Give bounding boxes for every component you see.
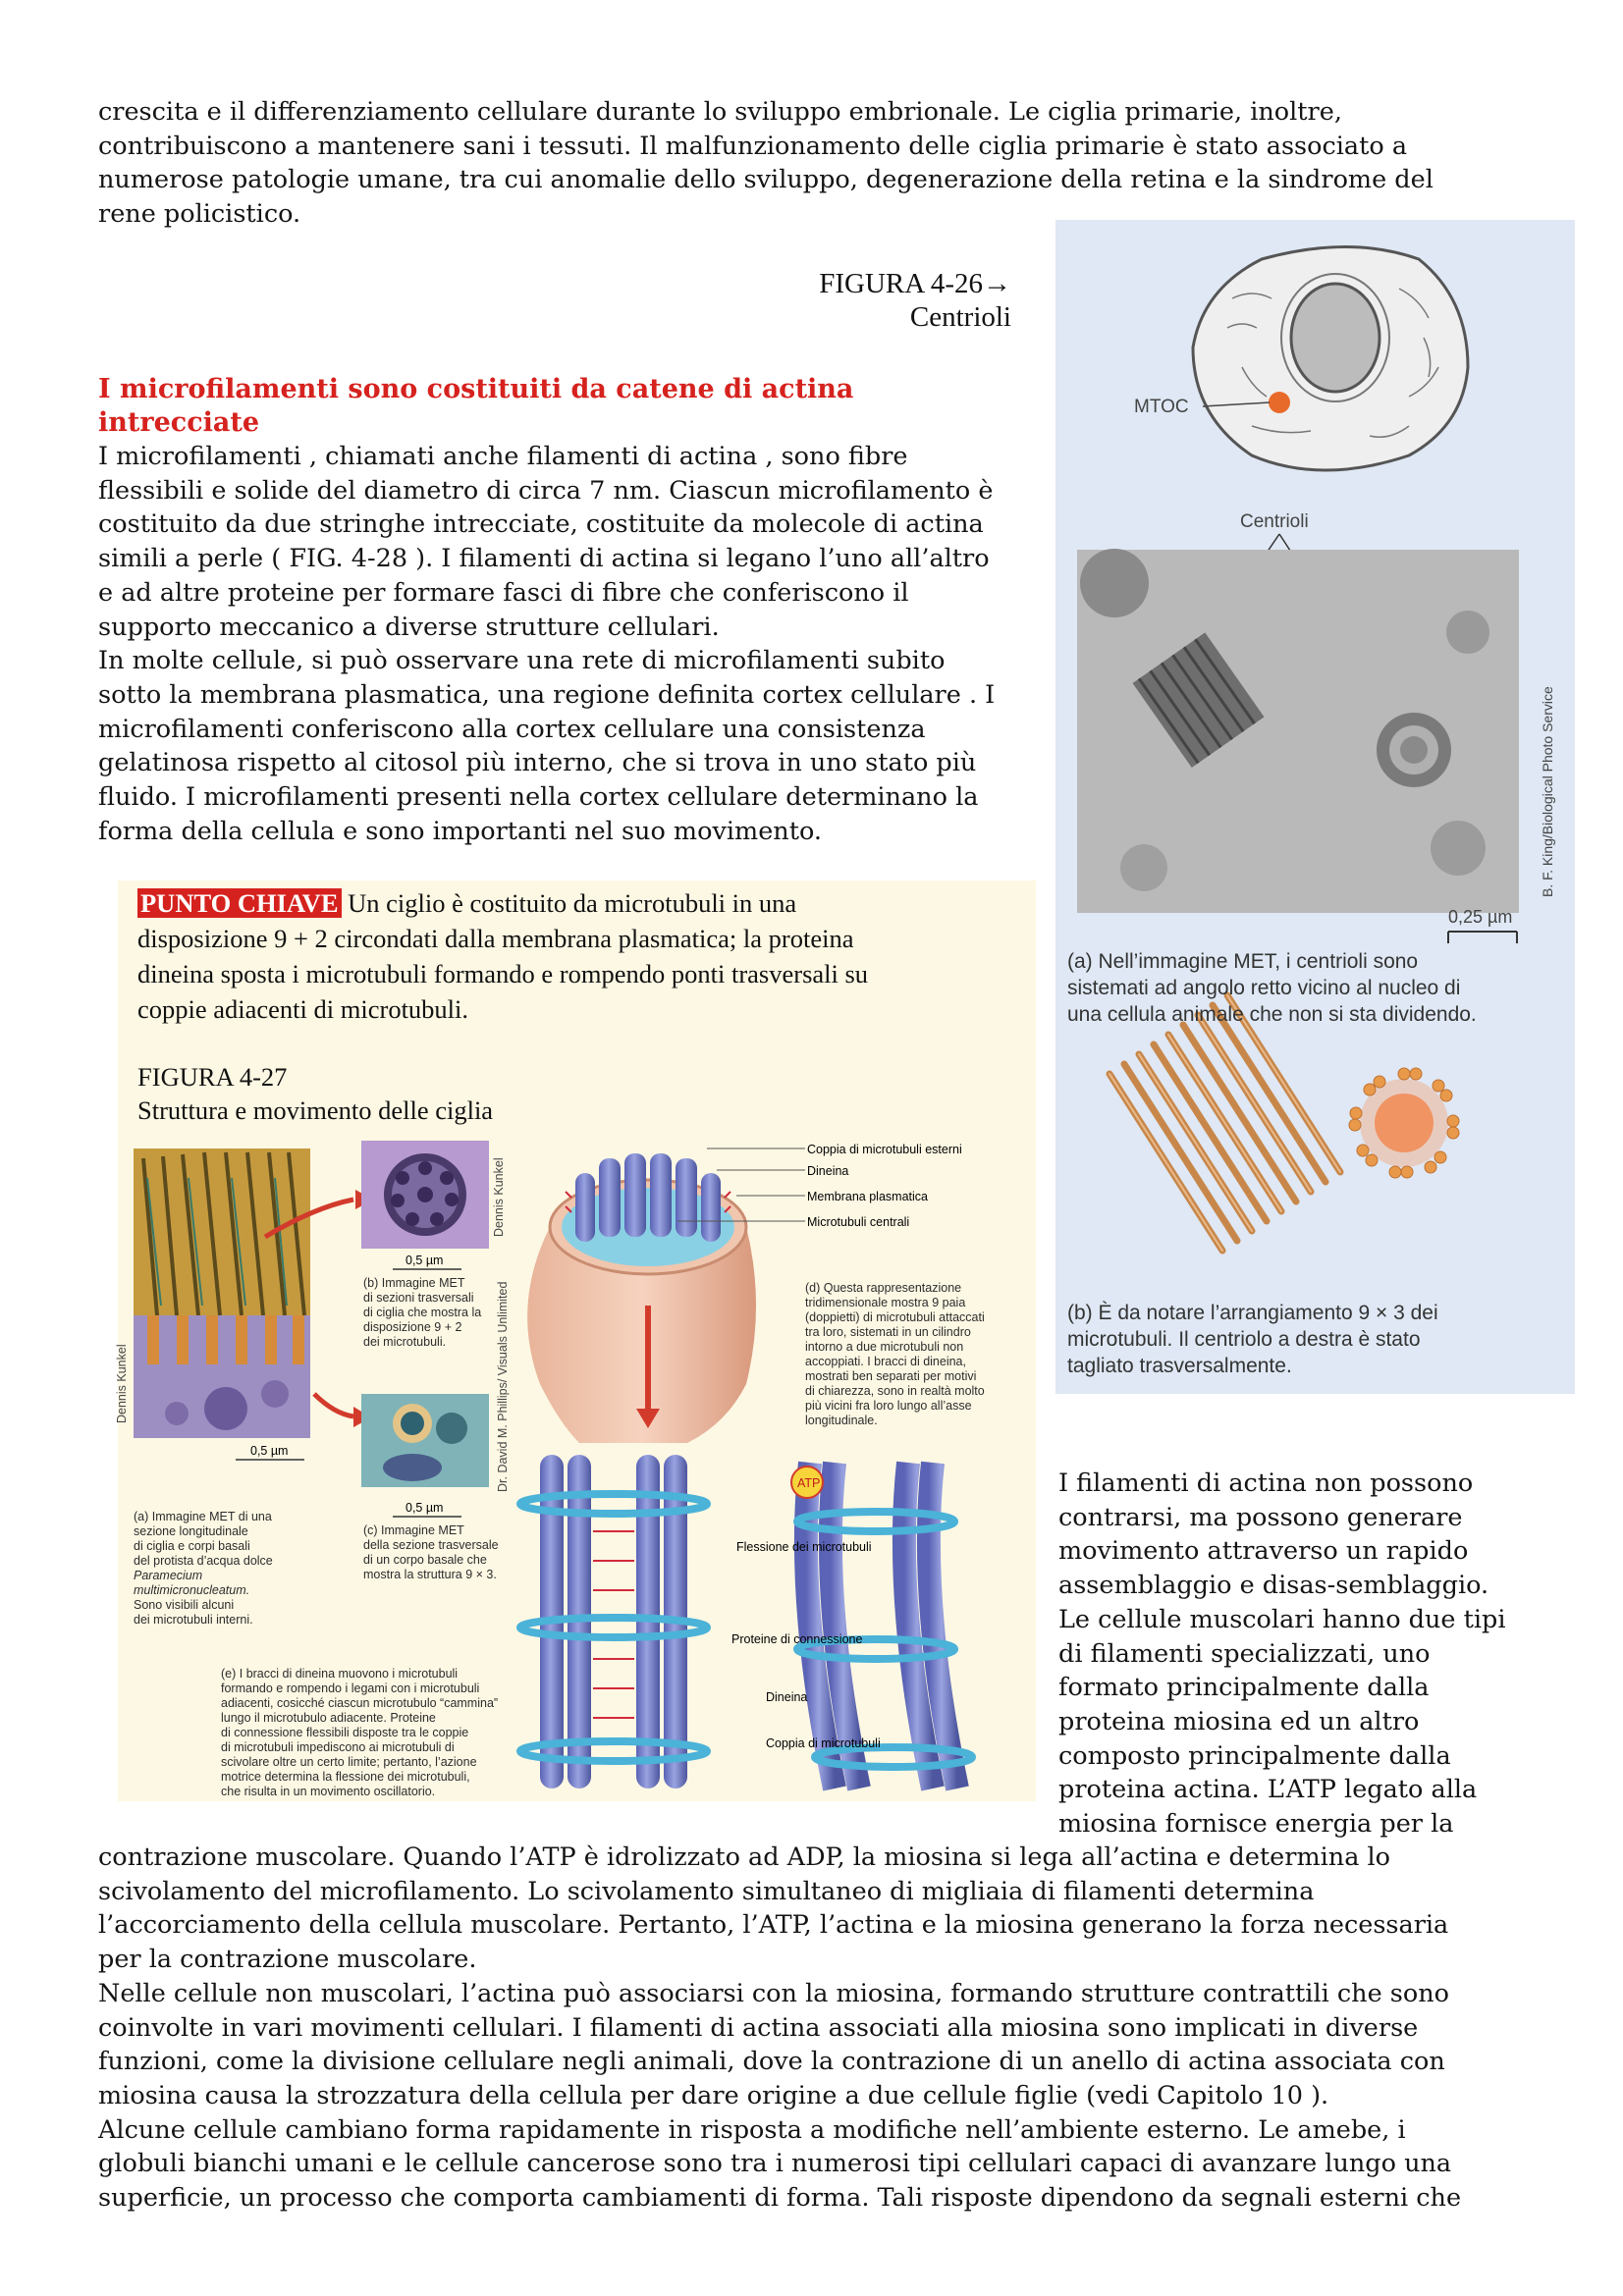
section-body [98,440,1041,848]
figure-4-27 [115,1129,1036,1801]
caption-line: di ciglia che mostra la [363,1306,482,1319]
caption-026-a [1067,948,1568,1028]
caption-d [805,1281,1026,1428]
credit-king: B. F. King/Biological Photo Service [1540,686,1555,897]
text-line: proteina miosina ed un altro [1058,1706,1420,1736]
text-line: forma della cellula e sono importanti nel suo movimento. [98,816,822,846]
text-line: microfilamenti conferiscono alla cortex cellulare una consistenza [98,714,926,744]
caption-line: dei microtubuli interni. [134,1613,253,1627]
caption-line: intorno a due microtubuli non [805,1340,964,1354]
caption-line: Paramecium [134,1569,203,1582]
text-line: funzioni, come la divisione cellulare negli animali, dove la contrazione di un anello di actina associata con [98,2047,1445,2077]
caption-line: di un corpo basale che [363,1553,487,1567]
text-line: composto principalmente dalla [1058,1740,1451,1771]
scale-b: 0,5 µm [406,1254,444,1267]
caption-c [363,1523,520,1582]
text-line: coppie adiacenti di microtubuli. [137,994,469,1024]
label-centrioli: Centrioli [1240,511,1309,532]
text-line: scivolamento del microfilamento. Lo scivolamento simultaneo di migliaia di filamenti determina [98,1876,1315,1906]
microtubule-pair-straight [520,1455,707,1789]
caption-line: tra loro, sistemati in un cilindro [805,1325,971,1339]
text-line: rene policistico. [98,199,301,230]
caption-line: del protista d’acqua dolce [134,1554,273,1568]
caption-line: (a) Immagine MET di una [134,1510,272,1523]
figure-4-27-number: FIGURA 4-27 [137,1062,288,1092]
text-line: Alcune cellule cambiano forma rapidamente in risposta a modifiche nell’ambiente esterno. Le amebe, i [98,2114,1406,2145]
text-line: Nelle cellule non muscolari, l’actina può associarsi con la miosina, formando strutture contrattili che sono [98,1978,1449,2008]
label-dynein2: Dineina [766,1690,808,1704]
text-line: contribuiscono a mantenere sani i tessuti. Il malfunzionamento delle ciglia primarie è stato associato a [98,131,1408,161]
right-column-text [1058,1467,1579,1842]
text-line: I filamenti di actina non possono [1058,1468,1474,1498]
text-line: e ad altre proteine per formare fasci di fibre che conferiscono il [98,577,909,608]
caption-line: tridimensionale mostra 9 paia [805,1296,966,1309]
label-connect: Proteine di connessione [731,1632,863,1646]
label-bending: Flessione dei microtubuli [736,1540,872,1554]
caption-e [221,1667,535,1799]
tem-longitudinal-image [134,1148,310,1438]
caption-line: (doppietti) di microtubuli attaccati [805,1310,985,1324]
text-line: simili a perle ( FIG. 4-28 ). I filamenti di actina si legano l’uno all’altro [98,544,990,574]
caption-line: motrice determina la flessione dei microtubuli, [221,1770,470,1784]
text-line: contrazione muscolare. Quando l’ATP è idrolizzato ad ADP, la miosina si lega all’actina e determina lo [98,1842,1391,1872]
text-line: sotto la membrana plasmatica, una regione definita cortex cellulare . I [98,679,996,710]
caption-line: dei microtubuli. [363,1335,447,1349]
label-pair: Coppia di microtubuli [766,1736,881,1750]
tem-cross-section-image [361,1141,489,1249]
text-line: movimento attraverso un rapido [1058,1536,1469,1567]
key-point-label: PUNTO CHIAVE [137,888,342,918]
caption-line: formando e rompendo i legami con i microtubuli [221,1682,480,1695]
credit-c: Dr. David M. Phillips/ Visuals Unlimited [496,1281,510,1492]
centriole-3d-drawing [1109,995,1459,1251]
text-line: I microfilamenti , chiamati anche filamenti di actina , sono fibre [98,442,908,471]
caption-line: mostra la struttura 9 × 3. [363,1568,497,1581]
caption-line: sezione longitudinale [134,1524,248,1538]
text-line: l’accorciamento della cellula muscolare. Pertanto, l’ATP, l’actina e la miosina generano la forza necessaria [98,1910,1449,1941]
caption-line: mostrati ben separati per motivi [805,1369,977,1383]
caption-line: più vicini fra loro lungo all’asse [805,1399,972,1413]
text-line: assemblaggio e disas-semblaggio. [1058,1571,1489,1601]
caption-line: longitudinale. [805,1414,878,1427]
text-line: Le cellule muscolari hanno due tipi [1058,1604,1506,1634]
figure-4-26-illustration [1055,220,1575,1394]
figure-4-26 [1055,220,1575,1394]
caption-line: disposizione 9 + 2 [363,1320,462,1334]
scale-026: 0,25 µm [1448,907,1513,927]
top-paragraph [98,95,1551,232]
caption-line: adiacenti, cosicché ciascun microtubulo “cammina” [221,1696,499,1710]
caption-line: di microtubuli impediscono ai microtubuli di [221,1740,455,1754]
caption-line: (b) Immagine MET [363,1276,465,1290]
credit-a: Dennis Kunkel [115,1344,129,1423]
label-dynein: Dineina [807,1164,849,1178]
figure-4-27-title [137,1060,825,1127]
scale-a: 0,5 µm [250,1444,289,1458]
caption-line: di sezioni trasversali [363,1291,474,1305]
text-line: crescita e il differenziamento cellulare durante lo sviluppo embrionale. Le ciglia primarie, inoltre, [98,97,1342,127]
caption-line: Sono visibili alcuni [134,1598,235,1612]
text-line: Un ciglio è costituito da microtubuli in una [341,888,797,918]
caption-line: una cellula animale che non si sta dividendo. [1067,1003,1477,1026]
text-line: numerose patologie umane, tra cui anomalie dello sviluppo, degenerazione della retina e la sindrome del [98,165,1434,195]
caption-line: che risulta in un movimento oscillatorio. [221,1785,436,1798]
caption-line: (e) I bracci di dineina muovono i microtubuli [221,1667,459,1681]
figure-4-27-subtitle: Struttura e movimento delle ciglia [137,1095,494,1125]
caption-line: (a) Nell’immagine MET, i centrioli sono [1067,950,1419,973]
caption-line: di chiarezza, sono in realtà molto [805,1384,985,1398]
label-mtoc: MTOC [1134,397,1189,417]
text-line: proteina actina. L’ATP legato alla [1058,1775,1478,1805]
key-point-text [137,885,1031,1027]
centrioles-tem-image [1077,549,1519,913]
caption-line: (b) È da notare l’arrangiamento 9 × 3 dei [1067,1302,1438,1324]
text-line: flessibili e solide del diametro di circa 7 nm. Ciascun microfilamento è [98,475,994,506]
text-line: miosina fornisce energia per la [1058,1809,1454,1840]
key-point-first-line [137,885,1031,921]
text-line: dineina sposta i microtubuli formando e rompendo ponti trasversali su [137,959,869,988]
cilium-3d-illustration [527,1153,756,1443]
caption-line: scivolare oltre un certo limite; pertanto, l’azione [221,1755,477,1769]
caption-line: di ciglia e corpi basali [134,1539,250,1553]
text-line: gelatinosa rispetto al citosol più interno, che si trova in uno stato più [98,748,977,778]
caption-line: (c) Immagine MET [363,1523,464,1537]
tem-basal-body-image [361,1394,489,1487]
caption-line: accoppiati. I bracci di dineina, [805,1355,966,1368]
caption-line: (d) Questa rappresentazione [805,1281,962,1295]
heading-line: intrecciate [98,407,260,438]
text-line: costituito da due stringhe intrecciate, costituite da molecole di actina [98,509,984,540]
caption-line: multimicronucleatum. [134,1583,250,1597]
caption-b [363,1276,511,1350]
text-line: di filamenti specializzati, uno [1058,1638,1431,1669]
caption-line: lungo il microtubulo adiacente. Proteine [221,1711,436,1725]
scale-c: 0,5 µm [406,1501,444,1515]
caption-line: tagliato trasversalmente. [1067,1355,1292,1377]
text-line: miosina causa la strozzatura della cellula per dare origine a due cellule figlie (vedi Capitolo 10 ). [98,2080,1329,2110]
text-line: supporto meccanico a diverse strutture cellulari. [98,612,720,642]
text-line: formato principalmente dalla [1058,1673,1430,1703]
label-outer-pairs: Coppia di microtubuli esterni [807,1143,962,1156]
caption-026-b [1067,1300,1568,1379]
text-line: fluido. I microfilamenti presenti nella cortex cellulare determinano la [98,782,979,813]
text-line: per la contrazione muscolare. [98,1945,477,1975]
caption-line: sistemati ad angolo retto vicino al nucleo di [1067,977,1461,999]
text-line: disposizione 9 + 2 circondati dalla membrana plasmatica; la proteina [137,924,854,953]
text-line: globuli bianchi umani e le cellule cancerose sono tra i numerosi tipi cellulari capaci di avanzare lungo una [98,2149,1452,2179]
label-central: Microtubuli centrali [807,1215,910,1229]
bottom-paragraph [98,1841,1591,2214]
figure-4-26-number: FIGURA 4-26→ [819,268,1011,299]
label-atp: ATP [797,1476,821,1490]
text-line: In molte cellule, si può osservare una rete di microfilamenti subito [98,646,946,676]
text-line: superficie, un processo che comporta cambiamenti di forma. Tali risposte dipendono da segnali esterni che [98,2183,1462,2214]
caption-line: microtubuli. Il centriolo a destra è stato [1067,1328,1421,1351]
caption-line: di connessione flessibili disposte tra le coppie [221,1726,469,1739]
credit-b: Dennis Kunkel [492,1157,506,1237]
figure-4-26-caption [687,267,1011,334]
section-heading [98,373,1041,440]
label-membrane: Membrana plasmatica [807,1190,928,1203]
text-line: coinvolte in vari movimenti cellulari. I filamenti di actina associati alla miosina sono implicati in diverse [98,2012,1419,2043]
caption-a [134,1510,310,1628]
text-line: contrarsi, ma possono generare [1058,1502,1463,1532]
animal-cell-drawing [1193,247,1468,471]
heading-line: I microfilamenti sono costituiti da catene di actina [98,374,854,404]
figure-4-26-title: Centrioli [909,301,1011,333]
caption-line: della sezione trasversale [363,1538,499,1552]
